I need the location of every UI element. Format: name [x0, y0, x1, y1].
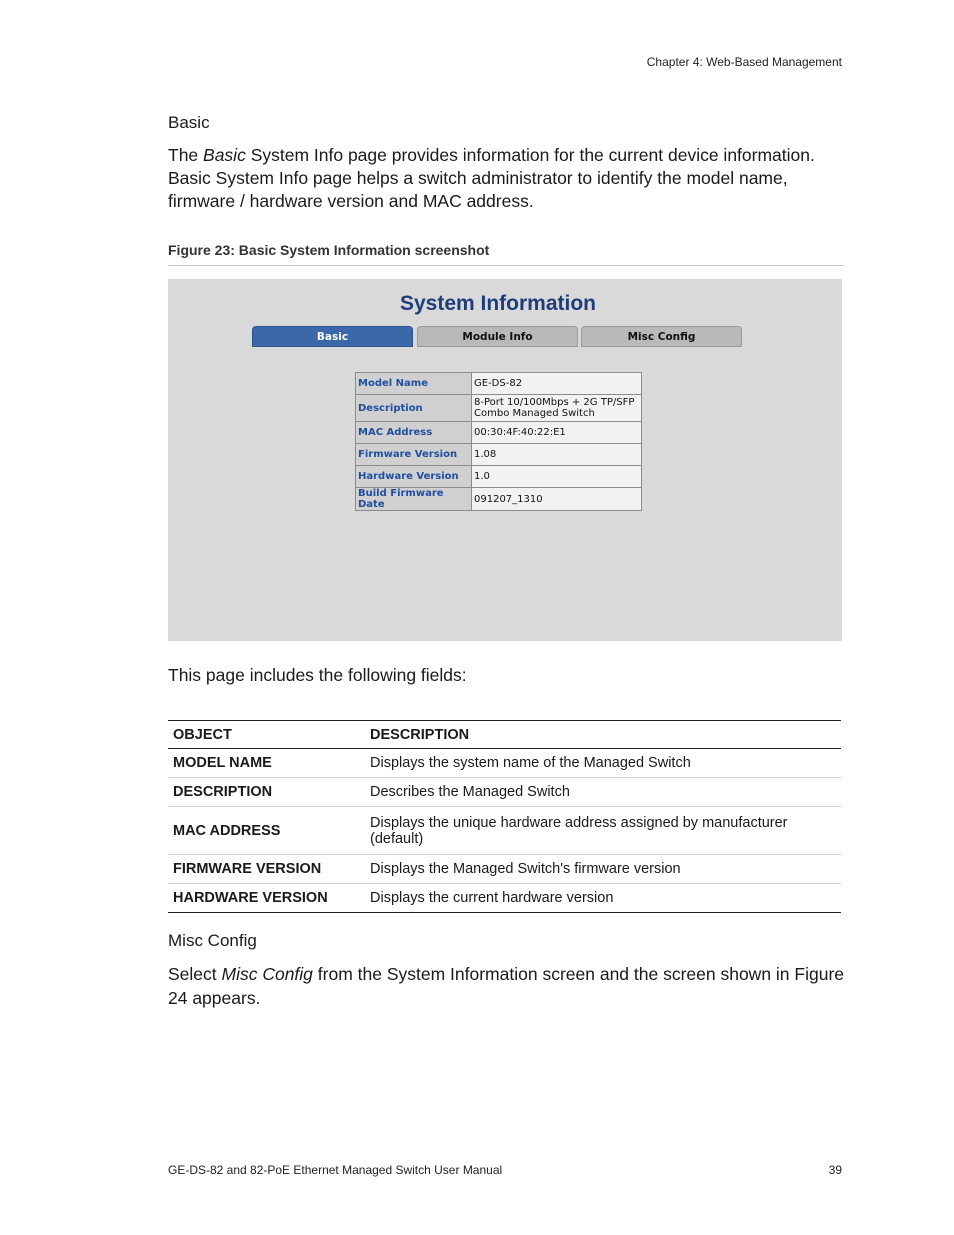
tab-module-info[interactable]: Module Info: [417, 326, 578, 347]
info-value: 1.08: [472, 444, 642, 466]
fields-table: [168, 720, 841, 913]
info-key: Description: [356, 395, 472, 422]
description-cell: Displays the Managed Switch's firmware version: [365, 855, 841, 884]
info-row-mac-address: [356, 422, 642, 444]
page-number: 39: [828, 1163, 842, 1177]
table-row: [168, 749, 841, 778]
info-key: Build Firmware Date: [356, 488, 472, 511]
object-cell: HARDWARE VERSION: [168, 884, 365, 913]
footer-title: GE-DS-82 and 82-PoE Ethernet Managed Switch User Manual: [168, 1163, 503, 1177]
table-row: [168, 855, 841, 884]
system-info-title: System Information: [399, 292, 597, 315]
misc-config-paragraph: Select Misc Config from the System Information screen and the screen shown in Figure 24 appears.: [168, 964, 845, 1008]
info-row-description: [356, 395, 642, 422]
info-key: Hardware Version: [356, 466, 472, 488]
description-cell: Displays the system name of the Managed Switch: [365, 749, 841, 778]
table-row: [168, 778, 841, 807]
fields-intro: This page includes the following fields:: [168, 665, 467, 685]
tab-basic[interactable]: Basic: [252, 326, 413, 347]
info-row-build-firmware-date: [356, 488, 642, 511]
description-cell: Displays the current hardware version: [365, 884, 841, 913]
section-heading-basic: Basic: [168, 113, 210, 132]
system-info-table: [355, 372, 642, 511]
figure-caption: Figure 23: Basic System Information screenshot: [168, 242, 490, 258]
object-cell: MODEL NAME: [168, 749, 365, 778]
info-row-hardware-version: [356, 466, 642, 488]
object-cell: FIRMWARE VERSION: [168, 855, 365, 884]
info-value: 091207_1310: [472, 488, 642, 511]
info-row-model-name: [356, 373, 642, 395]
tab-bar: [252, 326, 745, 348]
info-value: 8-Port 10/100Mbps + 2G TP/SFP Combo Managed Switch: [472, 395, 642, 422]
info-key: Firmware Version: [356, 444, 472, 466]
object-cell: DESCRIPTION: [168, 778, 365, 807]
system-info-screenshot: [168, 279, 842, 641]
description-cell: Displays the unique hardware address assigned by manufacturer (default): [365, 807, 841, 855]
section-heading-misc-config: Misc Config: [168, 931, 257, 950]
info-value: 1.0: [472, 466, 642, 488]
info-value: GE-DS-82: [472, 373, 642, 395]
chapter-header: Chapter 4: Web-Based Management: [646, 55, 842, 69]
info-value: 00:30:4F:40:22:E1: [472, 422, 642, 444]
info-key: MAC Address: [356, 422, 472, 444]
fields-header-row: [168, 721, 841, 749]
object-cell: MAC ADDRESS: [168, 807, 365, 855]
caption-divider: [168, 265, 844, 266]
description-cell: Describes the Managed Switch: [365, 778, 841, 807]
info-key: Model Name: [356, 373, 472, 395]
column-header-object: OBJECT: [168, 721, 365, 749]
basic-paragraph: The Basic System Info page provides information for the current device information. Basic System Info page helps a switch administrator to identify the model name, firmware / hardware version and MAC address.: [168, 145, 815, 211]
tab-misc-config[interactable]: Misc Config: [581, 326, 742, 347]
table-row: [168, 884, 841, 913]
info-row-firmware-version: [356, 444, 642, 466]
table-row: [168, 807, 841, 855]
column-header-description: DESCRIPTION: [365, 721, 841, 749]
